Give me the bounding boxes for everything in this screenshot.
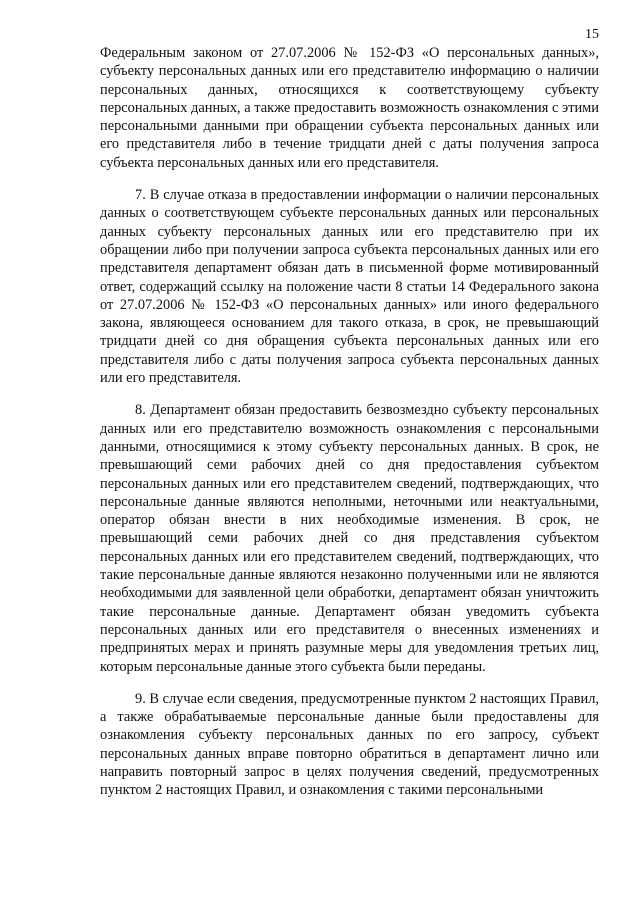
paragraph-continuation: Федеральным законом от 27.07.2006 № 152-ФЗ «О персональных данных», субъекту персональных данных или его представителю информацию о наличии персональных данных, относящихся к соответствующему субъекту персональных данных, а также предоставить возможность ознакомления с этими персональными данными при обращении субъекта персональных данных или его представителя либо в течение тридцати дней с даты получения запроса субъекта персональных данных или его представителя. <box>100 45 599 171</box>
paragraph-item-8: 8. Департамент обязан предоставить безвозмездно субъекту персональных данных или его представителю возможность ознакомления с персональными данными, относящимися к этому субъекту персональных данных. В срок, не превышающий семи рабочих дней со дня предоставления субъектом персональных данных или его представителем сведений, подтверждающих, что персональные данные являются неполными, неточными или неактуальными, оператор обязан внести в них необходимые изменения. В срок, не превышающий семи рабочих дней со дня представления субъектом персональных данных или его представителем сведений, подтверждающих, что такие персональные данные являются незаконно полученными или не являются необходимыми для заявленной цели обработки, департамент обязан уничтожить такие персональные данные. Департамент обязан уведомить субъекта персональных данных или его представителя о внесенных изменениях и предпринятых мерах и принять разумные меры для уведомления третьих лиц, которым персональные данные этого субъекта были переданы. <box>100 402 599 675</box>
document-body <box>100 44 599 800</box>
page-number: 15 <box>585 27 599 42</box>
paragraph-item-9: 9. В случае если сведения, предусмотренные пунктом 2 настоящих Правил, а также обрабатываемые персональные данные были предоставлены для ознакомления субъекту персональных данных по его запросу, субъект персональных данных вправе повторно обратиться в департамент лично или направить повторный запрос в целях получения сведений, предусмотренных пунктом 2 настоящих Правил, и ознакомления с такими персональными <box>100 690 599 799</box>
paragraph-item-7: 7. В случае отказа в предоставлении информации о наличии персональных данных о соответствующем субъекте персональных данных или персональных данных субъекту персональных данных или его представителю при их обращении либо при получении запроса субъекта персональных данных или его представителя департамент обязан дать в письменной форме мотивированный ответ, содержащий ссылку на положение части 8 статьи 14 Федерального закона от 27.07.2006 № 152-ФЗ «О персональных данных» или иного федерального закона, являющееся основанием для такого отказа, в срок, не превышающий тридцати дней со дня обращения субъекта персональных данных или его представителя либо с даты получения запроса субъекта персональных данных или его представителя. <box>100 187 599 387</box>
